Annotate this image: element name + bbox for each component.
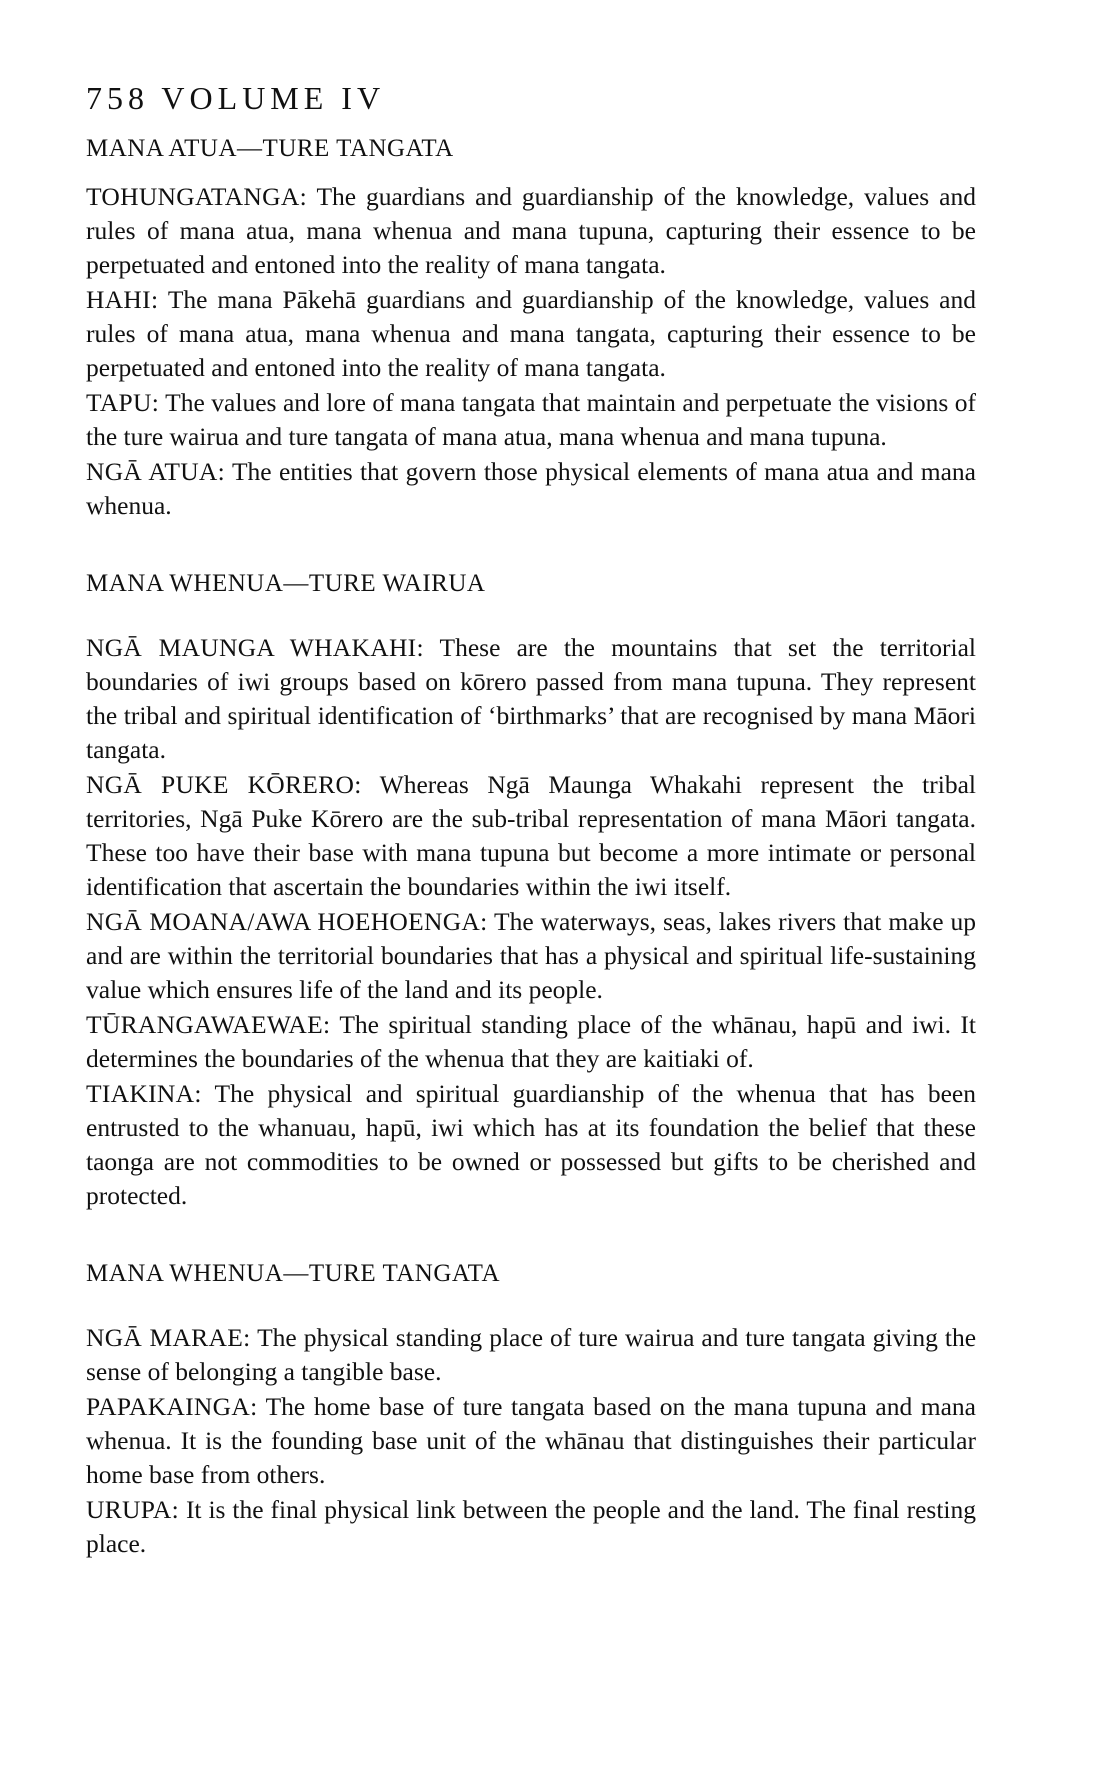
entry-text: The values and lore of mana tangata that maintain and perpetuate the visions of the ture wairua and ture tangata of mana atua, mana whenua and mana tupuna. bbox=[86, 388, 976, 451]
entry-term: TOHUNGATANGA: bbox=[86, 182, 307, 211]
running-head bbox=[86, 78, 976, 118]
entry-text: The physical and spiritual guardianship of the whenua that has been entrusted to the whanuau, hapū, iwi which has at its foundation the belief that these taonga are not commodities to be owned or possessed but gifts to be cherished and protected. bbox=[86, 1079, 976, 1210]
entry-term: NGĀ MOANA/AWA HOEHOENGA: bbox=[86, 907, 488, 936]
glossary-entry bbox=[86, 386, 976, 454]
glossary-entry bbox=[86, 1390, 976, 1492]
entry-term: NGĀ MAUNGA WHAKAHI: bbox=[86, 633, 424, 662]
entry-term: TŪRANGAWAEWAE: bbox=[86, 1010, 331, 1039]
section-heading: MANA WHENUA—TURE WAIRUA bbox=[86, 570, 486, 597]
glossary-entry bbox=[86, 1493, 976, 1561]
entry-text: The guardians and guardianship of the knowledge, values and rules of mana atua, mana whenua and mana tupuna, capturing their essence to be perpetuated and entoned into the reality of mana tangata. bbox=[86, 182, 976, 279]
entry-text: The mana Pākehā guardians and guardianship of the knowledge, values and rules of mana atua, mana whenua and mana tangata, capturing their essence to be perpetuated and entoned into the reality of mana tangata. bbox=[86, 285, 976, 382]
glossary-entry bbox=[86, 283, 976, 385]
glossary-entry bbox=[86, 768, 976, 904]
glossary-entry bbox=[86, 1077, 976, 1213]
entry-term: PAPAKAINGA: bbox=[86, 1392, 258, 1421]
entry-text: The physical standing place of ture wairua and ture tangata giving the sense of belonging a tangible base. bbox=[86, 1323, 977, 1386]
volume-label: VOLUME IV bbox=[161, 80, 386, 116]
entry-text: The spiritual standing place of the whānau, hapū and iwi. It determines the boundaries of the whenua that they are kaitiaki of. bbox=[86, 1010, 976, 1073]
section-heading: MANA ATUA—TURE TANGATA bbox=[86, 135, 454, 162]
book-page bbox=[86, 78, 976, 1562]
glossary-entry bbox=[86, 631, 976, 767]
entry-term: URUPA: bbox=[86, 1495, 179, 1524]
entry-text: Whereas Ngā Maunga Whakahi represent the tribal territories, Ngā Puke Kōrero are the sub-tribal representation of mana Māori tangata. These too have their base with mana tupuna but become a more intimate or personal identification that ascertain the boundaries within the iwi itself. bbox=[86, 770, 976, 901]
entry-term: NGĀ MARAE: bbox=[86, 1323, 251, 1352]
glossary-entry bbox=[86, 455, 976, 523]
section-heading: MANA WHENUA—TURE TANGATA bbox=[86, 1260, 501, 1287]
entry-term: NGĀ ATUA: bbox=[86, 457, 226, 486]
glossary-entry bbox=[86, 1008, 976, 1076]
entry-text: These are the mountains that set the territorial boundaries of iwi groups based on kōrero passed from mana tupuna. They represent the tribal and spiritual identification of ‘birthmarks’ that are recognised by mana Māori tangata. bbox=[86, 633, 976, 764]
entry-term: TIAKINA: bbox=[86, 1079, 202, 1108]
entry-text: The home base of ture tangata based on the mana tupuna and mana whenua. It is the founding base unit of the whānau that distinguishes their particular home base from others. bbox=[86, 1392, 976, 1489]
entry-term: NGĀ PUKE KŌRERO: bbox=[86, 770, 362, 799]
glossary-entry bbox=[86, 1321, 976, 1389]
entry-term: HAHI: bbox=[86, 285, 159, 314]
page-number: 758 bbox=[86, 80, 149, 116]
entry-text: The entities that govern those physical elements of mana atua and mana whenua. bbox=[86, 457, 976, 520]
entry-text: It is the final physical link between the people and the land. The final resting place. bbox=[86, 1495, 976, 1558]
glossary-entry bbox=[86, 905, 976, 1007]
entry-term: TAPU: bbox=[86, 388, 160, 417]
entry-text: The waterways, seas, lakes rivers that make up and are within the territorial boundaries that has a physical and spiritual life-sustaining value which ensures life of the land and its people. bbox=[86, 907, 976, 1004]
glossary-entry bbox=[86, 180, 976, 282]
